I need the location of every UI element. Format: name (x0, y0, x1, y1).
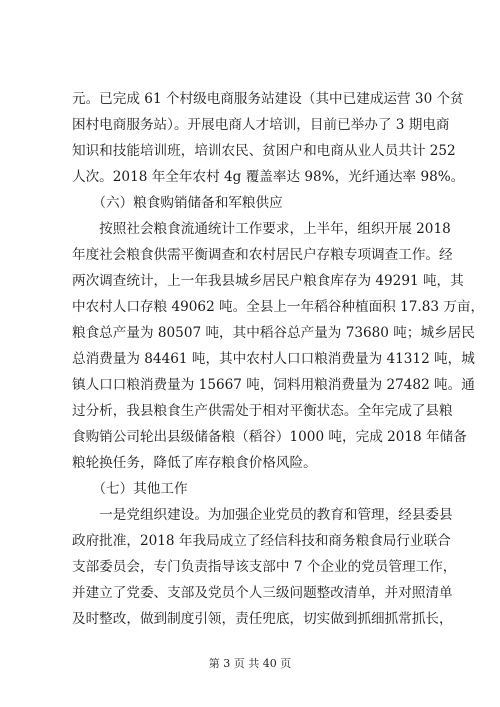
text-line: 一是党组织建设。为加强企业党员的教育和管理，经县委县 (72, 507, 453, 523)
text-line: 镇人口口粮消费量为 15667 吨，饲料用粮消费量为 27482 吨。通 (72, 377, 475, 393)
text-line: 知识和技能培训班，培训农民、贫困户和电商从业人员共计 252 (72, 143, 456, 159)
text-line: 年度社会粮食供需平衡调查和农村居民户存粮专项调查工作。经 (72, 247, 453, 263)
text-line: 粮食总产量为 80507 吨，其中稻谷总产量为 73680 吨；城乡居民 (72, 325, 475, 341)
text-line: 中农村人口存粮 49062 吨。全县上一年稻谷种植面积 17.83 万亩， (72, 299, 485, 315)
text-line: 粮轮换任务，降低了库存粮食价格风险。 (72, 455, 317, 471)
text-line: 政府批准，2018 年我局成立了经信科技和商务粮食局行业联合 (72, 533, 451, 549)
text-line: 及时整改，做到制度引领，责任兜底，切实做到抓细抓常抓长， (72, 611, 453, 627)
text-line: 人次。2018 年全年农村 4g 覆盖率达 98%，光纤通达率 98%。 (72, 169, 465, 185)
text-line: 支部委员会，专门负责指导该支部中 7 个企业的党员管理工作， (72, 559, 457, 575)
text-line: 过分析，我县粮食生产供需处于相对平衡状态。全年完成了县粮 (72, 403, 453, 419)
text-line: 总消费量为 84461 吨，其中农村人口口粮消费量为 41312 吨，城 (72, 351, 475, 367)
text-line: 困村电商服务站）。开展电商人才培训，目前已举办了 3 期电商 (72, 117, 450, 133)
text-line: 按照社会粮食流通统计工作要求，上半年，组织开展 2018 (72, 221, 451, 237)
text-line: 两次调查统计，上一年我县城乡居民户粮食库存为 49291 吨，其 (72, 273, 464, 289)
section-heading-other: （七）其他工作 (72, 481, 188, 497)
body-text (72, 86, 485, 632)
section-heading-grain: （六）粮食购销储备和军粮供应 (72, 195, 283, 211)
text-line: 元。已完成 61 个村级电商服务站建设（其中已建成运营 30 个贫 (72, 91, 464, 107)
text-line: 食购销公司轮出县级储备粮（稻谷）1000 吨，完成 2018 年储备 (72, 429, 467, 445)
page-footer: 第 3 页 共 40 页 (208, 657, 292, 670)
text-line: 并建立了党委、支部及党员个人三级问题整改清单，并对照清单 (72, 585, 453, 601)
